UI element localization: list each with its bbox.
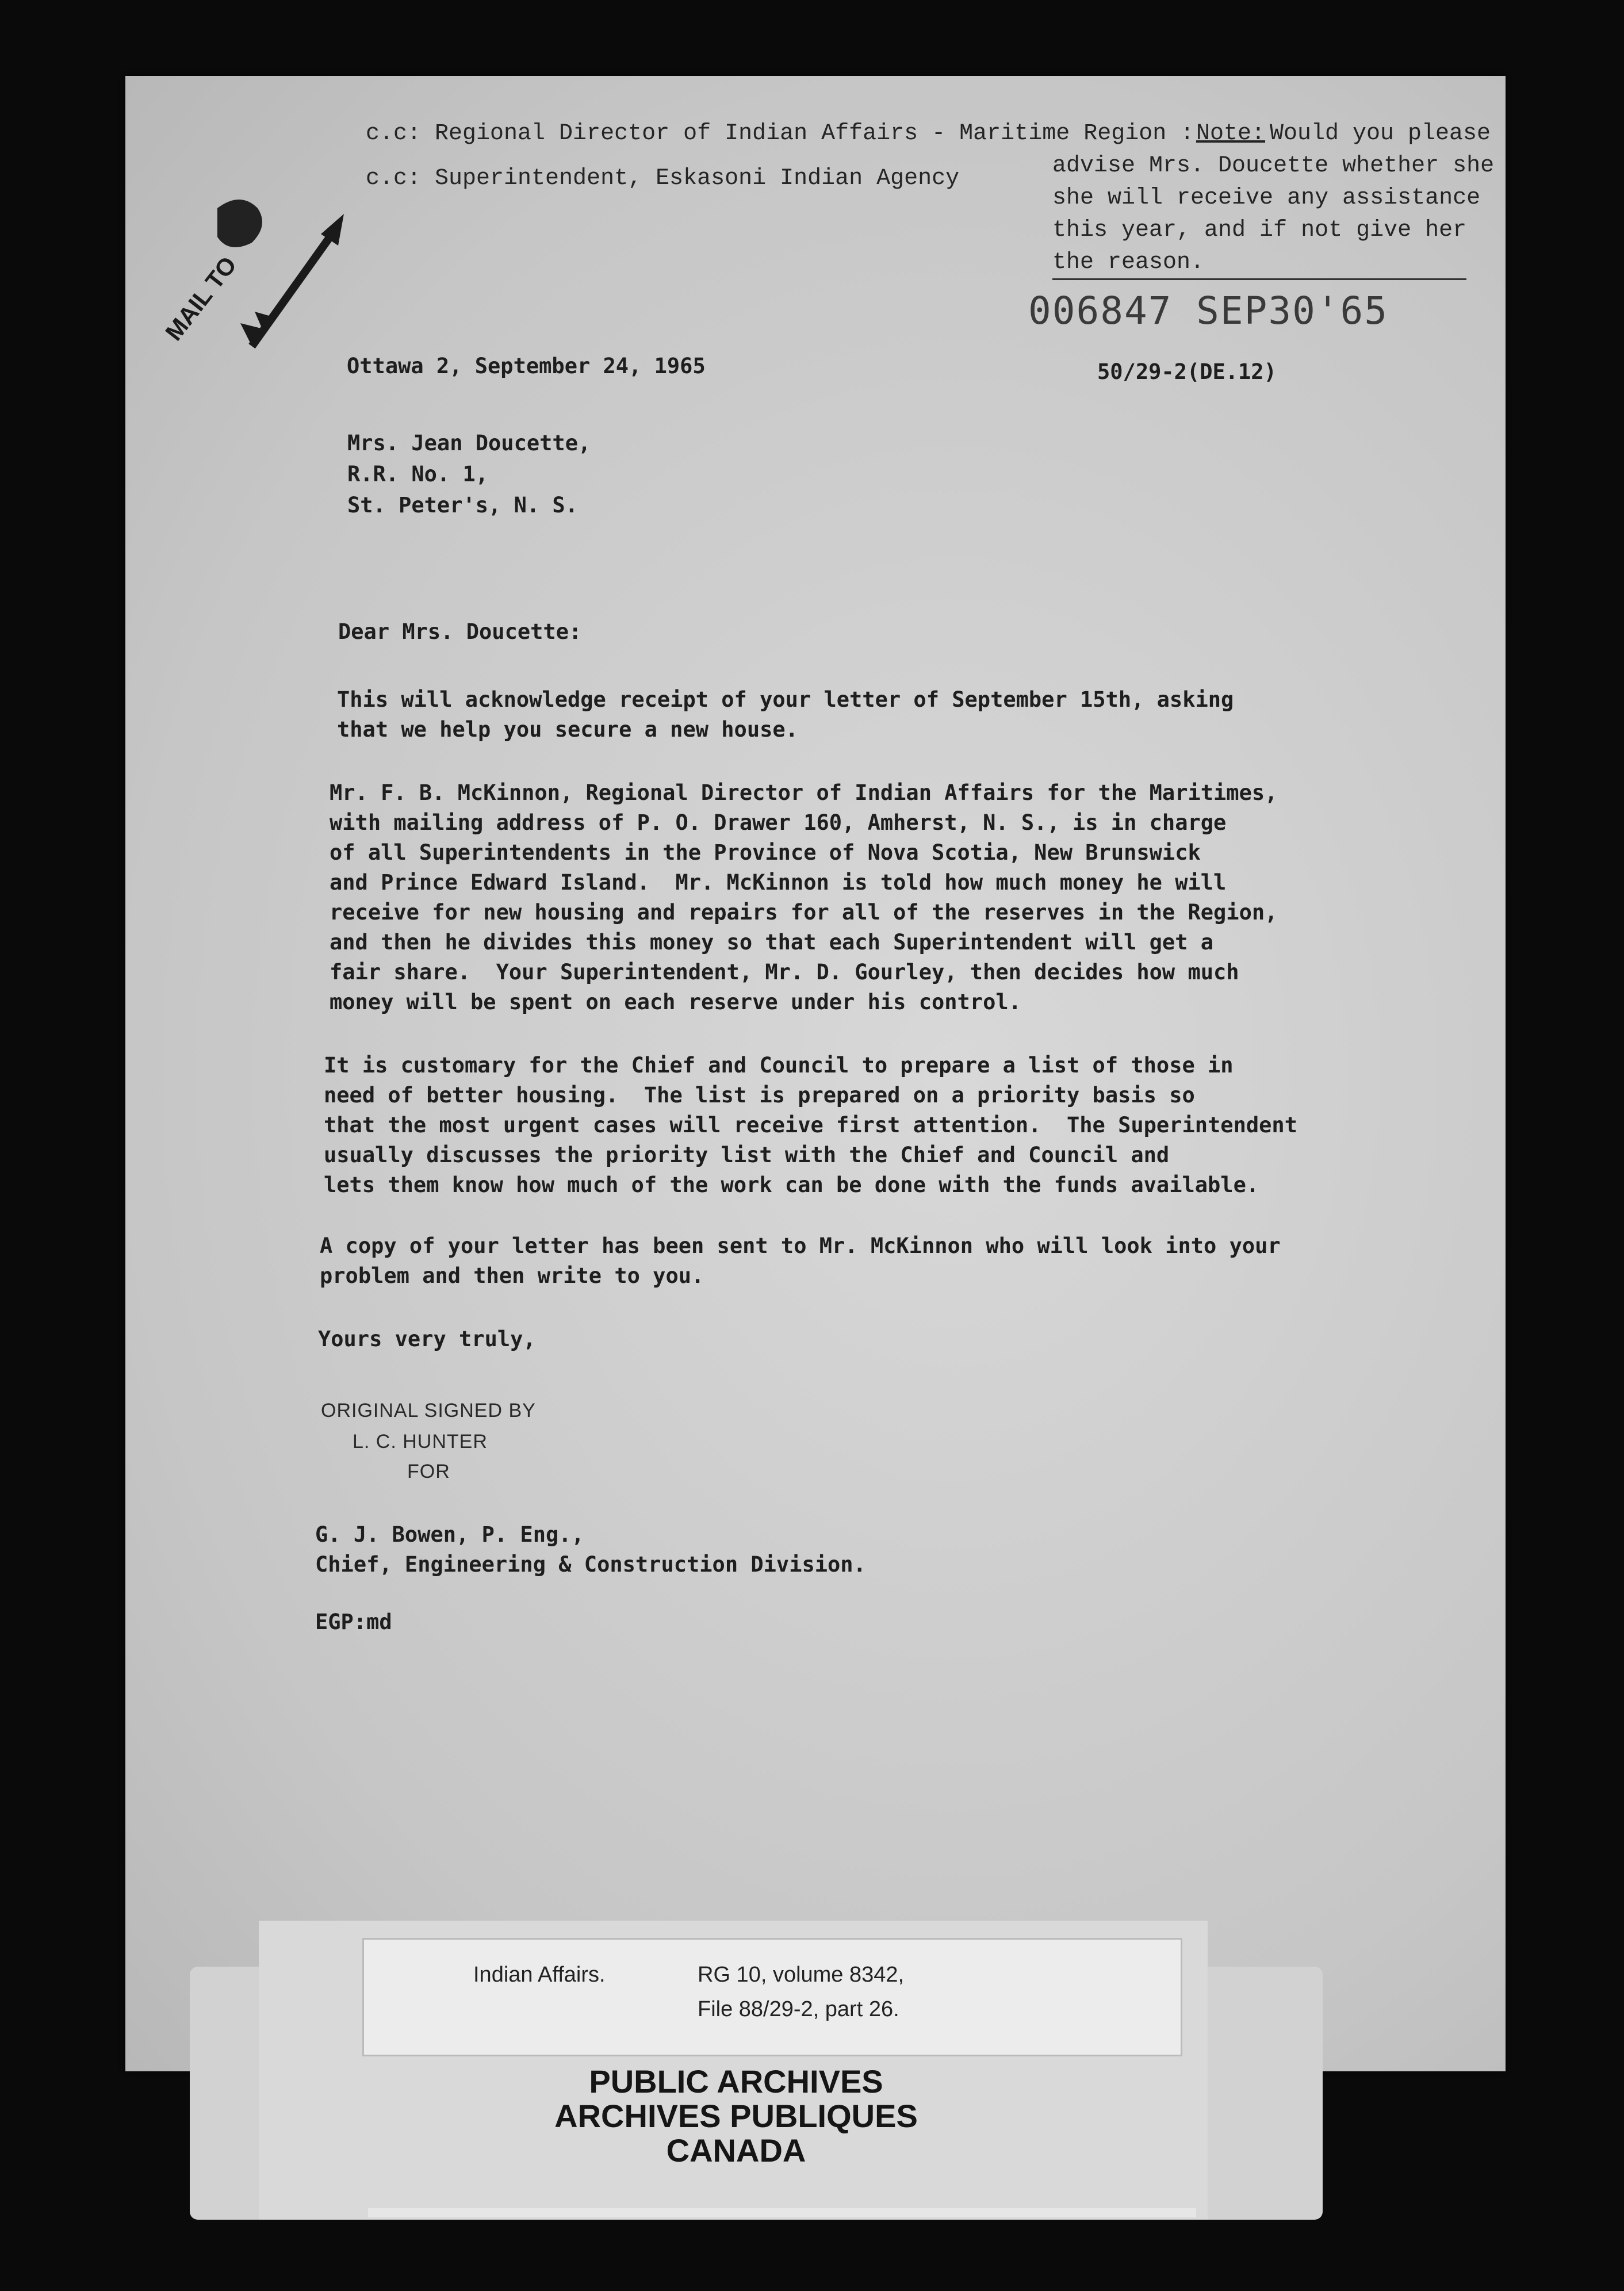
- cc-line-1: c.c: Regional Director of Indian Affairs - Maritime Region :: [366, 121, 1194, 147]
- para-4-line: A copy of your letter has been sent to Mr. McKinnon who will look into your: [320, 1233, 1281, 1258]
- note-line-1: Would you please: [1270, 121, 1491, 147]
- archives-name-en: PUBLIC ARCHIVES: [589, 2063, 883, 2100]
- para-2-line: of all Superintendents in the Province of Nova Scotia, New Brunswick: [330, 840, 1201, 865]
- note-underline: [1052, 278, 1466, 280]
- para-2-line: fair share. Your Superintendent, Mr. D. Gourley, then decides how much: [330, 960, 1239, 984]
- archive-department: Indian Affairs.: [473, 1963, 606, 1987]
- para-3-line: usually discusses the priority list with the Chief and Council and: [324, 1143, 1170, 1167]
- note-line-4: this year, and if not give her: [1052, 217, 1467, 243]
- letter-page: [125, 76, 1506, 2071]
- signature-stamp-line-1: ORIGINAL SIGNED BY: [321, 1400, 536, 1422]
- para-2-line: and then he divides this money so that each Superintendent will get a: [330, 930, 1214, 955]
- archives-country: CANADA: [666, 2132, 806, 2169]
- closing: Yours very truly,: [318, 1327, 536, 1351]
- archive-reference-card: [362, 1938, 1182, 2056]
- salutation: Dear Mrs. Doucette:: [338, 619, 582, 644]
- signature-stamp-line-2: L. C. HUNTER: [353, 1431, 488, 1453]
- para-3-line: that the most urgent cases will receive first attention. The Superintendent: [324, 1113, 1297, 1137]
- received-stamp: 006847 SEP30'65: [1028, 289, 1389, 333]
- note-label: Note:: [1196, 121, 1266, 147]
- cc-line-2: c.c: Superintendent, Eskasoni Indian Agency: [366, 166, 960, 191]
- para-3-line: It is customary for the Chief and Council to prepare a list of those in: [324, 1053, 1234, 1078]
- signatory-name: G. J. Bowen, P. Eng.,: [315, 1522, 584, 1547]
- signatory-title: Chief, Engineering & Construction Division.: [315, 1552, 866, 1577]
- para-1-line: This will acknowledge receipt of your letter of September 15th, asking: [337, 687, 1234, 712]
- note-line-3: she will receive any assistance: [1052, 185, 1481, 211]
- typist-initials: EGP:md: [315, 1610, 392, 1634]
- para-2-line: receive for new housing and repairs for all of the reserves in the Region,: [330, 900, 1278, 925]
- address-line-2: R.R. No. 1,: [347, 462, 489, 486]
- para-3-line: need of better housing. The list is prepared on a priority basis so: [324, 1083, 1195, 1108]
- para-2-line: with mailing address of P. O. Drawer 160, Amherst, N. S., is in charge: [330, 810, 1227, 835]
- note-line-2: advise Mrs. Doucette whether she: [1052, 153, 1495, 179]
- file-reference: 50/29-2(DE.12): [1097, 359, 1277, 384]
- para-1-line: that we help you secure a new house.: [337, 717, 798, 742]
- archives-name-fr: ARCHIVES PUBLIQUES: [554, 2098, 918, 2134]
- archive-ref-line-2: File 88/29-2, part 26.: [698, 1997, 899, 2021]
- para-4-line: problem and then write to you.: [320, 1263, 704, 1288]
- bottom-strip: [368, 2208, 1196, 2217]
- signature-stamp-line-3: FOR: [407, 1461, 450, 1482]
- note-line-5: the reason.: [1052, 250, 1205, 275]
- address-line-3: St. Peter's, N. S.: [347, 493, 578, 518]
- para-2-line: Mr. F. B. McKinnon, Regional Director of Indian Affairs for the Maritimes,: [330, 780, 1278, 805]
- para-2-line: money will be spent on each reserve under his control.: [330, 990, 1021, 1014]
- para-3-line: lets them know how much of the work can be done with the funds available.: [324, 1173, 1259, 1197]
- para-2-line: and Prince Edward Island. Mr. McKinnon is told how much money he will: [330, 870, 1227, 895]
- date-line: Ottawa 2, September 24, 1965: [347, 354, 706, 378]
- address-line-1: Mrs. Jean Doucette,: [347, 431, 591, 455]
- mail-to-label: MAIL TO: [160, 251, 242, 346]
- archive-ref-line-1: RG 10, volume 8342,: [698, 1963, 905, 1987]
